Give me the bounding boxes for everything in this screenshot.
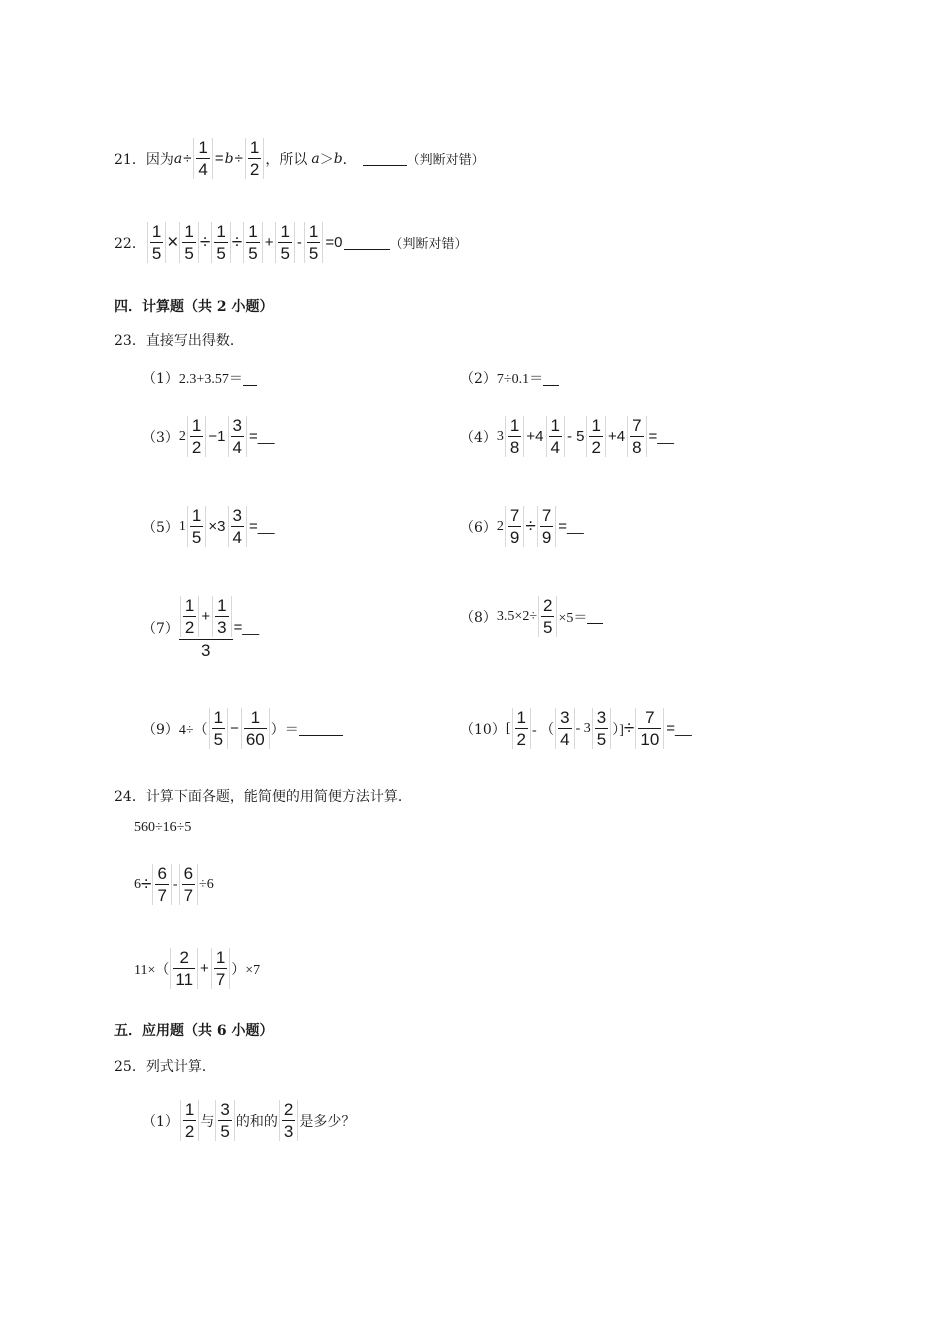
variable-a: a [311, 150, 320, 167]
question-number: 21． [114, 151, 146, 168]
equals-sign: = [214, 150, 224, 167]
operator: - 5 [566, 428, 585, 445]
answer-blank[interactable] [587, 609, 603, 624]
divide-sign: ÷ [141, 873, 152, 895]
divide-sign: ÷ [199, 231, 211, 253]
question-number: 24． [114, 789, 146, 805]
expression: ）＝ [270, 722, 299, 738]
answer-blank[interactable] [344, 235, 390, 250]
expression-24-3 [134, 948, 260, 989]
fraction: $\frac{3}{5}$ [215, 1100, 234, 1141]
period: ． [342, 151, 357, 168]
divide-sign: ÷ [234, 150, 243, 167]
fraction: $\frac{1}{5}$ [209, 708, 228, 749]
fraction: $\frac{3}{5}$ [592, 708, 611, 749]
fraction: $\frac{2}{3}$ [279, 1100, 298, 1141]
fraction: $\frac{7}{9}$ [537, 506, 556, 547]
equals-blank: =__ [248, 518, 275, 535]
complex-fraction [179, 596, 233, 659]
fraction: $\frac{1}{8}$ [505, 416, 524, 457]
fraction: $\frac{3}{4}$ [228, 506, 247, 547]
fraction: $\frac{7}{9}$ [505, 506, 524, 547]
fraction: $\frac{2}{11}$ [170, 948, 198, 989]
answer-blank[interactable] [299, 721, 343, 736]
question-24-title [114, 786, 412, 806]
fraction: $\frac{1}{5}$ [147, 222, 166, 263]
question-text: 计算下面各题，能简便的用简便方法计算． [145, 789, 412, 805]
expression: 3.5×2÷ [496, 608, 538, 624]
fraction: $\frac{1}{2}$ [512, 708, 531, 749]
variable-b: b [333, 150, 343, 167]
text: 是多少？ [299, 1113, 356, 1130]
expression-24-2 [134, 864, 214, 905]
question-number: 22． [114, 235, 146, 252]
operator: +4 [526, 428, 544, 445]
problem-23-4 [460, 416, 675, 457]
expression: 6 [134, 876, 141, 892]
answer-blank[interactable] [363, 151, 407, 166]
text: 因为 [145, 151, 174, 168]
fraction: $\frac{1}{4}$ [546, 416, 565, 457]
problem-label: （1） [142, 371, 179, 387]
expression: ×5＝ [558, 610, 588, 626]
question-22 [114, 222, 468, 263]
whole-number: 2 [178, 428, 186, 444]
question-number: 25． [114, 1059, 146, 1075]
denominator: 3 [179, 639, 233, 659]
section-4-heading: 四．计算题（共 2 小题） [114, 299, 274, 315]
equals-zero: =0 [325, 234, 343, 251]
question-25-title [114, 1056, 216, 1076]
problem-label: （10） [460, 721, 506, 738]
plus-sign: + [201, 608, 211, 625]
whole-number: 1 [178, 518, 186, 534]
minus-term: −1 [208, 428, 226, 445]
problem-label: （5） [142, 519, 179, 536]
judge-hint: （判断对错） [406, 153, 485, 168]
fraction: $\frac{1}{60}$ [241, 708, 270, 749]
expression: 7÷0.1＝ [496, 372, 544, 387]
equals-blank: =__ [558, 518, 584, 535]
problem-25-1 [142, 1100, 355, 1141]
problem-23-2 [460, 368, 559, 388]
text: ，所以 [265, 151, 308, 168]
expression: 2.3+3.57＝ [178, 372, 243, 387]
fraction: $\frac{1}{3}$ [212, 596, 231, 637]
problem-23-1 [142, 368, 257, 388]
problem-label: （1） [142, 1113, 179, 1130]
problem-23-8 [460, 596, 603, 637]
minus-sign: − [230, 720, 239, 737]
fraction: $\frac{6}{7}$ [179, 864, 198, 905]
problem-23-5 [142, 506, 275, 547]
minus-sign: - [296, 234, 302, 251]
fraction: $\frac{1}{5}$ [304, 222, 323, 263]
fraction: $\frac{6}{7}$ [152, 864, 171, 905]
fraction: $\frac{1}{5}$ [187, 506, 206, 547]
fraction: $\frac{1}{5}$ [211, 222, 230, 263]
bracket: [ [505, 720, 511, 736]
problem-23-10 [460, 708, 693, 749]
fraction: $\frac{1}{2}$ [586, 416, 605, 457]
expression: - （ [531, 722, 555, 738]
fraction: $\frac{1}{5}$ [179, 222, 198, 263]
variable-a: a [173, 150, 183, 167]
answer-blank[interactable] [543, 371, 559, 386]
fraction: $\frac{1}{2}$ [180, 596, 199, 637]
problem-label: （2） [460, 371, 497, 387]
section-5-heading: 五．应用题（共 6 小题） [114, 1023, 274, 1039]
text: 与 [200, 1113, 215, 1130]
question-text: 直接写出得数． [145, 333, 244, 349]
whole-number: 3 [496, 428, 504, 444]
divide-sign: ÷ [525, 515, 536, 537]
fraction: $\frac{1}{5}$ [275, 222, 294, 263]
times-sign: × [167, 231, 179, 253]
problem-23-9 [142, 708, 343, 749]
fraction: $\frac{1}{2}$ [180, 1100, 199, 1141]
problem-label: （8） [460, 609, 497, 626]
fraction: $\frac{2}{5}$ [538, 596, 557, 637]
answer-blank[interactable] [243, 371, 257, 386]
problem-label: （4） [460, 429, 497, 446]
problem-label: （6） [460, 519, 497, 536]
problem-label: （3） [142, 429, 179, 446]
question-text: 列式计算． [145, 1059, 216, 1075]
plus-sign: + [264, 234, 274, 251]
expression: 11×（ [134, 962, 170, 978]
fraction: $\frac{3}{4}$ [555, 708, 574, 749]
whole-number: 2 [496, 518, 504, 534]
problem-label: （7） [142, 620, 179, 637]
divide-sign: ÷ [183, 150, 192, 167]
equals-blank: =__ [233, 619, 260, 636]
equals-blank: =__ [666, 720, 692, 737]
problem-label: （9） [142, 721, 179, 738]
expression: 4÷（ [178, 722, 208, 738]
problem-23-3 [142, 416, 275, 457]
fraction: $\frac{7}{10}$ [635, 708, 664, 749]
expression: ÷6 [199, 876, 214, 892]
fraction: $\frac{3}{4}$ [228, 416, 247, 457]
operator: ×3 [208, 518, 226, 535]
fraction: $\frac{1}{4}$ [193, 138, 212, 179]
expression: ）] [612, 722, 624, 738]
question-number: 23． [114, 333, 146, 349]
question-21 [114, 138, 485, 179]
text: 的和的 [235, 1113, 278, 1130]
question-23-title [114, 330, 244, 350]
fraction: $\frac{1}{2}$ [187, 416, 206, 457]
fraction: $\frac{1}{2}$ [245, 138, 264, 179]
divide-sign: ÷ [231, 231, 243, 253]
greater-than-sign: ＞ [319, 151, 334, 168]
expression: - 3 [575, 720, 591, 736]
problem-23-7 [142, 596, 260, 659]
operator: +4 [607, 428, 626, 445]
minus-sign: - [172, 876, 178, 892]
fraction: $\frac{7}{8}$ [627, 416, 646, 457]
equals-blank: =__ [248, 428, 275, 445]
expression-24-1: 560÷16÷5 [134, 820, 192, 835]
judge-hint: （判断对错） [389, 237, 468, 252]
fraction: $\frac{1}{5}$ [243, 222, 262, 263]
problem-23-6 [460, 506, 585, 547]
fraction: $\frac{1}{7}$ [211, 948, 230, 989]
divide-sign: ÷ [623, 717, 635, 739]
equals-blank: =__ [648, 428, 674, 445]
variable-b: b [224, 150, 234, 167]
expression: ）×7 [231, 962, 261, 978]
plus-sign: + [200, 960, 209, 977]
